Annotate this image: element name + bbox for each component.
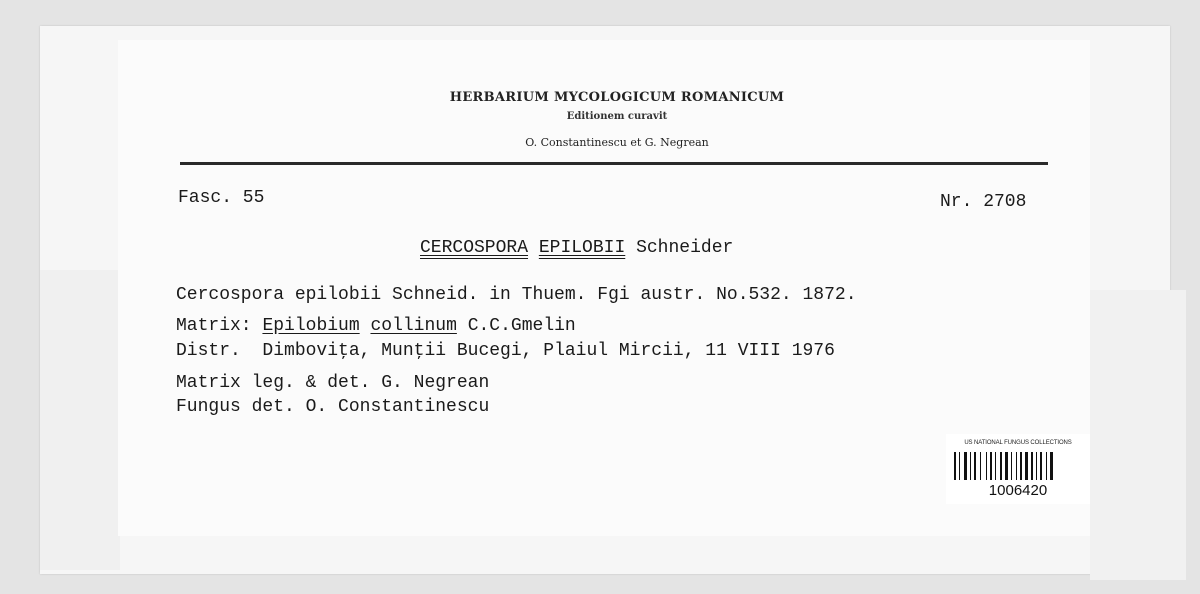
collector-label: Matrix bbox=[176, 373, 241, 393]
collector-value: leg. & det. G. Negrean bbox=[251, 373, 490, 393]
herbarium-editors: O. Constantinescu et G. Negrean bbox=[525, 136, 709, 149]
barcode-collection: US NATIONAL FUNGUS COLLECTIONS bbox=[964, 440, 1072, 446]
determiner-label: Fungus bbox=[176, 397, 241, 417]
species-genus: CERCOSPORA bbox=[420, 238, 529, 258]
matrix-row bbox=[176, 316, 576, 336]
paper-edge-left bbox=[40, 270, 120, 570]
exsiccata-number: Nr. 2708 bbox=[940, 192, 1027, 212]
header-divider bbox=[180, 162, 1048, 165]
determiner-row bbox=[176, 397, 489, 417]
barcode-bars bbox=[954, 452, 1082, 480]
distribution-value: Dimboviţa, Munţii Bucegi, Plaiul Mircii, 11 VIII 1976 bbox=[262, 341, 835, 361]
host-author: C.C.Gmelin bbox=[467, 316, 576, 336]
host-epithet: collinum bbox=[370, 316, 457, 336]
distribution-label: Distr. bbox=[176, 341, 241, 361]
herbarium-title: HERBARIUM MYCOLOGICUM ROMANICUM bbox=[449, 90, 785, 105]
paper-edge-right bbox=[1090, 290, 1186, 580]
species-name bbox=[420, 238, 733, 258]
host-genus: Epilobium bbox=[262, 316, 360, 336]
original-citation: Cercospora epilobii Schneid. in Thuem. Fgi austr. No.532. 1872. bbox=[176, 285, 857, 305]
collector-row bbox=[176, 373, 489, 393]
distribution-row bbox=[176, 341, 835, 361]
herbarium-subtitle: Editionem curavit bbox=[566, 111, 668, 122]
matrix-label: Matrix: bbox=[176, 316, 252, 336]
barcode-number: 1006420 bbox=[988, 482, 1048, 499]
barcode-label bbox=[946, 434, 1090, 504]
species-epithet: EPILOBII bbox=[538, 238, 626, 258]
fascicle-number: Fasc. 55 bbox=[178, 188, 265, 208]
determiner-value: det. O. Constantinescu bbox=[251, 397, 490, 417]
species-author: Schneider bbox=[636, 238, 734, 258]
